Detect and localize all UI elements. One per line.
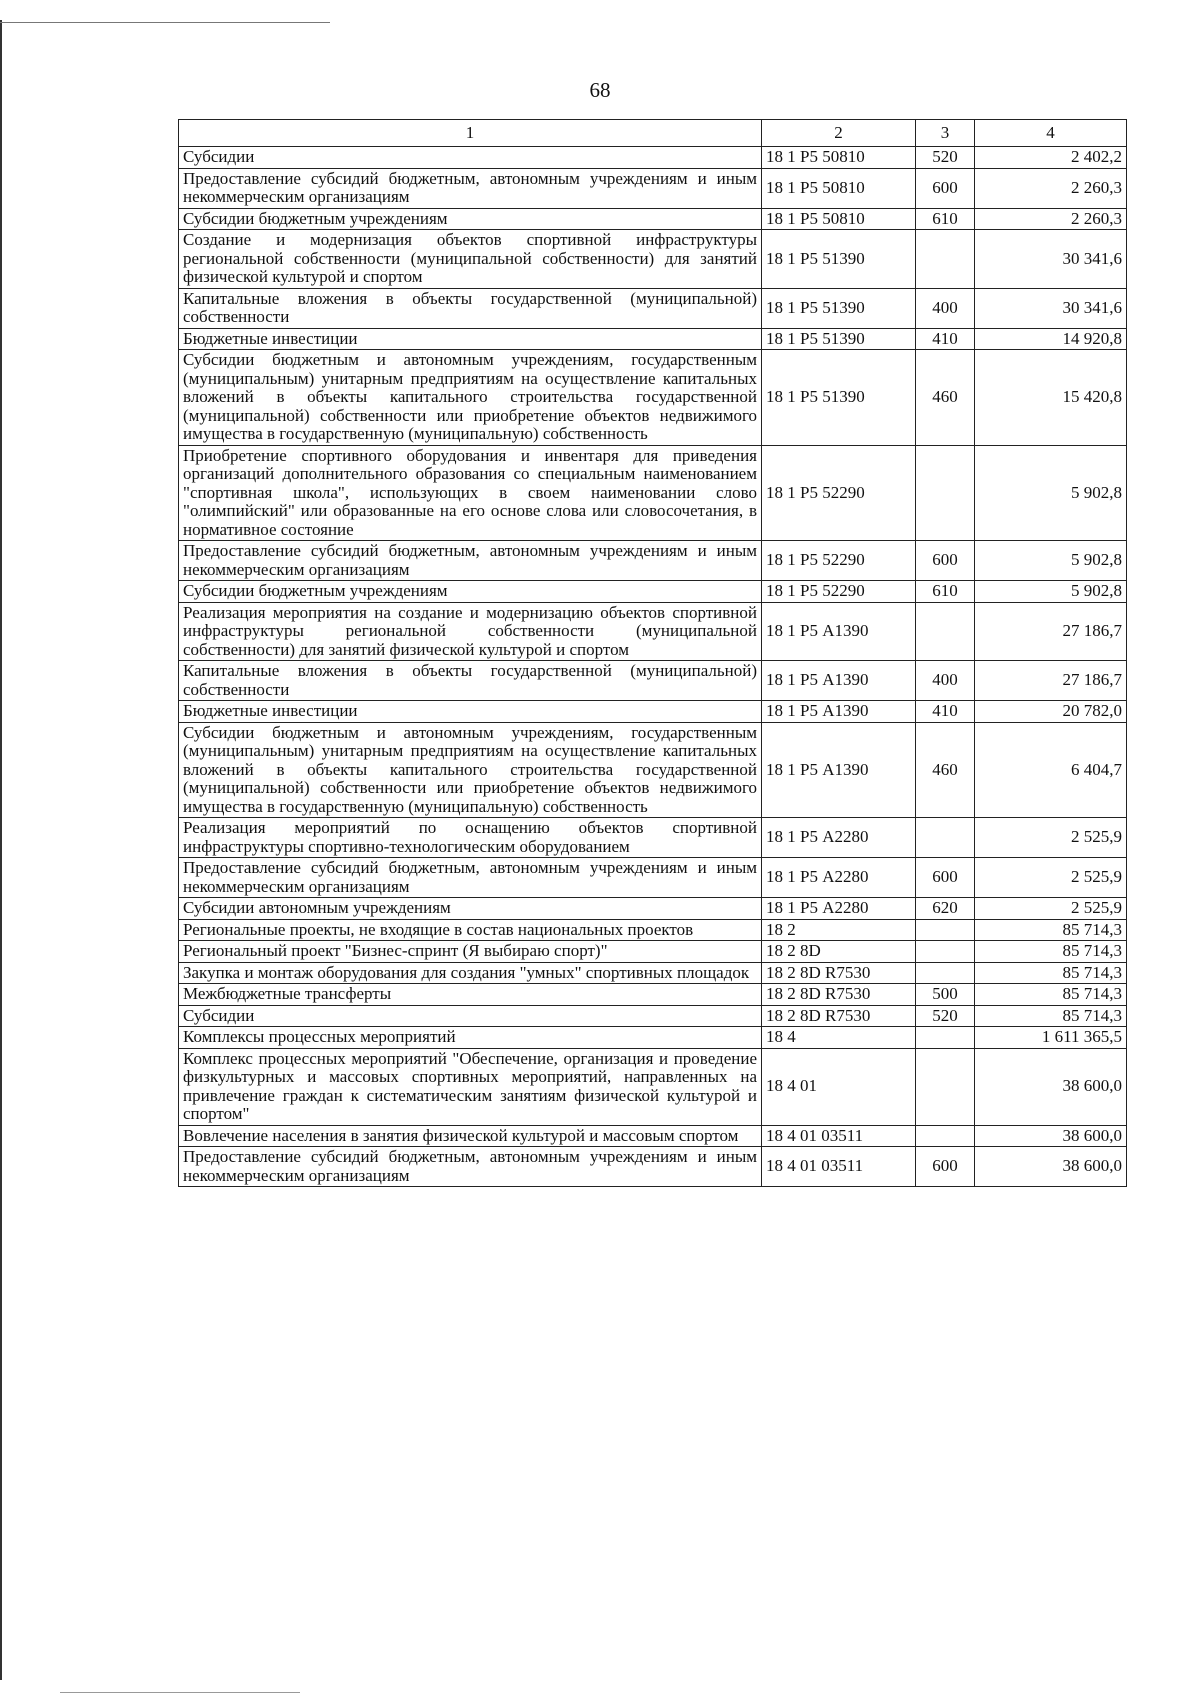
- row-type: 600: [916, 858, 975, 898]
- row-sum: 5 902,8: [975, 581, 1127, 603]
- table-row: [179, 701, 1127, 723]
- table-header-row: [179, 120, 1127, 147]
- row-name: Бюджетные инвестиции: [179, 701, 762, 723]
- column-header-code: 2: [762, 120, 916, 147]
- row-code: 18 2 8D: [762, 941, 916, 963]
- row-name: Межбюджетные трансферты: [179, 984, 762, 1006]
- row-name: Реализация мероприятия на создание и модернизацию объектов спортивной инфраструктуры региональной собственности (муниципальной собственности) для занятий физической культурой и спортом: [179, 602, 762, 661]
- row-code: 18 2 8D R7530: [762, 1005, 916, 1027]
- table-row: [179, 722, 1127, 818]
- row-sum: 85 714,3: [975, 919, 1127, 941]
- row-code: 18 4 01: [762, 1048, 916, 1125]
- column-header-type: 3: [916, 120, 975, 147]
- row-name: Закупка и монтаж оборудования для создания "умных" спортивных площадок: [179, 962, 762, 984]
- table-row: [179, 288, 1127, 328]
- row-code: 18 1 Р5 51390: [762, 288, 916, 328]
- row-sum: 85 714,3: [975, 962, 1127, 984]
- table-row: [179, 208, 1127, 230]
- table-row: [179, 941, 1127, 963]
- row-type: 600: [916, 541, 975, 581]
- row-type: 600: [916, 168, 975, 208]
- row-type: [916, 1048, 975, 1125]
- row-type: 400: [916, 288, 975, 328]
- row-type: [916, 602, 975, 661]
- row-name: Субсидии бюджетным учреждениям: [179, 208, 762, 230]
- row-code: 18 2 8D R7530: [762, 962, 916, 984]
- table-row: [179, 147, 1127, 169]
- row-code: 18 1 Р5 52290: [762, 445, 916, 541]
- row-sum: 20 782,0: [975, 701, 1127, 723]
- row-type: 460: [916, 350, 975, 446]
- table-row: [179, 1125, 1127, 1147]
- row-sum: 5 902,8: [975, 445, 1127, 541]
- row-type: [916, 941, 975, 963]
- row-name: Субсидии: [179, 1005, 762, 1027]
- row-name: Предоставление субсидий бюджетным, автономным учреждениям и иным некоммерческим организациям: [179, 1147, 762, 1187]
- row-code: 18 1 Р5 51390: [762, 328, 916, 350]
- row-name: Субсидии автономным учреждениям: [179, 898, 762, 920]
- row-code: 18 1 Р5 52290: [762, 581, 916, 603]
- row-code: 18 2: [762, 919, 916, 941]
- row-code: 18 1 Р5 А2280: [762, 898, 916, 920]
- scan-top-edge: [0, 22, 330, 23]
- row-code: 18 1 Р5 51390: [762, 350, 916, 446]
- table-row: [179, 602, 1127, 661]
- row-name: Субсидии бюджетным и автономным учреждениям, государственным (муниципальным) унитарным предприятиям на осуществление капитальных вложений в объекты капитального строительства государственной (муниципальной) собственности или приобретение объектов недвижимого имущества в государственную (муниципальную) собственность: [179, 350, 762, 446]
- row-type: 400: [916, 661, 975, 701]
- row-code: 18 1 Р5 52290: [762, 541, 916, 581]
- row-sum: 2 525,9: [975, 858, 1127, 898]
- table-row: [179, 445, 1127, 541]
- row-sum: 30 341,6: [975, 230, 1127, 289]
- row-code: 18 4 01 03511: [762, 1147, 916, 1187]
- row-sum: 38 600,0: [975, 1048, 1127, 1125]
- table-row: [179, 898, 1127, 920]
- row-name: Предоставление субсидий бюджетным, автономным учреждениям и иным некоммерческим организациям: [179, 168, 762, 208]
- table-row: [179, 858, 1127, 898]
- table-row: [179, 581, 1127, 603]
- row-type: 410: [916, 328, 975, 350]
- row-name: Комплексы процессных мероприятий: [179, 1027, 762, 1049]
- row-type: 500: [916, 984, 975, 1006]
- row-code: 18 4: [762, 1027, 916, 1049]
- row-type: 620: [916, 898, 975, 920]
- row-sum: 27 186,7: [975, 661, 1127, 701]
- row-sum: 85 714,3: [975, 941, 1127, 963]
- row-name: Предоставление субсидий бюджетным, автономным учреждениям и иным некоммерческим организациям: [179, 858, 762, 898]
- row-type: 610: [916, 581, 975, 603]
- row-sum: 1 611 365,5: [975, 1027, 1127, 1049]
- row-code: 18 1 Р5 А2280: [762, 818, 916, 858]
- row-type: [916, 445, 975, 541]
- row-sum: 15 420,8: [975, 350, 1127, 446]
- row-sum: 30 341,6: [975, 288, 1127, 328]
- table-row: [179, 1005, 1127, 1027]
- scan-bottom-edge: [60, 1692, 300, 1693]
- row-sum: 38 600,0: [975, 1125, 1127, 1147]
- row-sum: 85 714,3: [975, 1005, 1127, 1027]
- row-type: 520: [916, 147, 975, 169]
- row-code: 18 1 Р5 А1390: [762, 602, 916, 661]
- row-code: 18 1 Р5 А1390: [762, 701, 916, 723]
- row-type: [916, 818, 975, 858]
- table-row: [179, 1048, 1127, 1125]
- table-row: [179, 919, 1127, 941]
- row-sum: 5 902,8: [975, 541, 1127, 581]
- row-type: 410: [916, 701, 975, 723]
- row-sum: 85 714,3: [975, 984, 1127, 1006]
- row-code: 18 2 8D R7530: [762, 984, 916, 1006]
- row-type: [916, 962, 975, 984]
- row-type: 610: [916, 208, 975, 230]
- row-sum: 27 186,7: [975, 602, 1127, 661]
- row-sum: 2 260,3: [975, 208, 1127, 230]
- table-row: [179, 328, 1127, 350]
- row-sum: 6 404,7: [975, 722, 1127, 818]
- row-type: [916, 919, 975, 941]
- row-name: Субсидии: [179, 147, 762, 169]
- row-name: Бюджетные инвестиции: [179, 328, 762, 350]
- row-name: Вовлечение населения в занятия физической культурой и массовым спортом: [179, 1125, 762, 1147]
- row-name: Субсидии бюджетным учреждениям: [179, 581, 762, 603]
- row-type: [916, 230, 975, 289]
- row-sum: 2 525,9: [975, 898, 1127, 920]
- row-name: Предоставление субсидий бюджетным, автономным учреждениям и иным некоммерческим организациям: [179, 541, 762, 581]
- row-name: Комплекс процессных мероприятий "Обеспечение, организация и проведение физкультурных и массовых спортивных мероприятий, направленных на привлечение граждан к систематическим занятиям физической культурой и спортом": [179, 1048, 762, 1125]
- column-header-name: 1: [179, 120, 762, 147]
- row-code: 18 1 Р5 А1390: [762, 661, 916, 701]
- table-row: [179, 661, 1127, 701]
- row-type: [916, 1125, 975, 1147]
- row-type: 460: [916, 722, 975, 818]
- table-row: [179, 1027, 1127, 1049]
- row-code: 18 4 01 03511: [762, 1125, 916, 1147]
- row-code: 18 1 Р5 А2280: [762, 858, 916, 898]
- table-row: [179, 818, 1127, 858]
- row-code: 18 1 Р5 50810: [762, 208, 916, 230]
- row-code: 18 1 Р5 А1390: [762, 722, 916, 818]
- row-name: Субсидии бюджетным и автономным учреждениям, государственным (муниципальным) унитарным предприятиям на осуществление капитальных вложений в объекты капитального строительства государственной (муниципальной) собственности или приобретение объектов недвижимого имущества в государственную (муниципальную) собственность: [179, 722, 762, 818]
- row-type: 600: [916, 1147, 975, 1187]
- table-row: [179, 984, 1127, 1006]
- row-name: Создание и модернизация объектов спортивной инфраструктуры региональной собственности (муниципальной собственности) для занятий физической культурой и спортом: [179, 230, 762, 289]
- row-name: Капитальные вложения в объекты государственной (муниципальной) собственности: [179, 661, 762, 701]
- table-body: [179, 147, 1127, 1187]
- table-row: [179, 168, 1127, 208]
- row-sum: 38 600,0: [975, 1147, 1127, 1187]
- page-number: 68: [589, 78, 611, 102]
- row-code: 18 1 Р5 51390: [762, 230, 916, 289]
- table-row: [179, 541, 1127, 581]
- row-sum: 2 260,3: [975, 168, 1127, 208]
- table-row: [179, 1147, 1127, 1187]
- budget-table: [178, 119, 1127, 1187]
- row-type: 520: [916, 1005, 975, 1027]
- row-code: 18 1 Р5 50810: [762, 147, 916, 169]
- row-name: Приобретение спортивного оборудования и инвентаря для приведения организаций дополнительного образования со специальным наименованием "спортивная школа", использующих в своем наименовании слово "олимпийский" или образованные на его основе слова или словосочетания, в нормативное состояние: [179, 445, 762, 541]
- row-name: Региональный проект "Бизнес-спринт (Я выбираю спорт)": [179, 941, 762, 963]
- scan-left-edge: [0, 20, 2, 1680]
- row-type: [916, 1027, 975, 1049]
- table-row: [179, 350, 1127, 446]
- row-name: Реализация мероприятий по оснащению объектов спортивной инфраструктуры спортивно-технологическим оборудованием: [179, 818, 762, 858]
- row-sum: 2 525,9: [975, 818, 1127, 858]
- row-sum: 14 920,8: [975, 328, 1127, 350]
- row-name: Капитальные вложения в объекты государственной (муниципальной) собственности: [179, 288, 762, 328]
- table-row: [179, 230, 1127, 289]
- table-row: [179, 962, 1127, 984]
- row-code: 18 1 Р5 50810: [762, 168, 916, 208]
- column-header-sum: 4: [975, 120, 1127, 147]
- row-name: Региональные проекты, не входящие в состав национальных проектов: [179, 919, 762, 941]
- row-sum: 2 402,2: [975, 147, 1127, 169]
